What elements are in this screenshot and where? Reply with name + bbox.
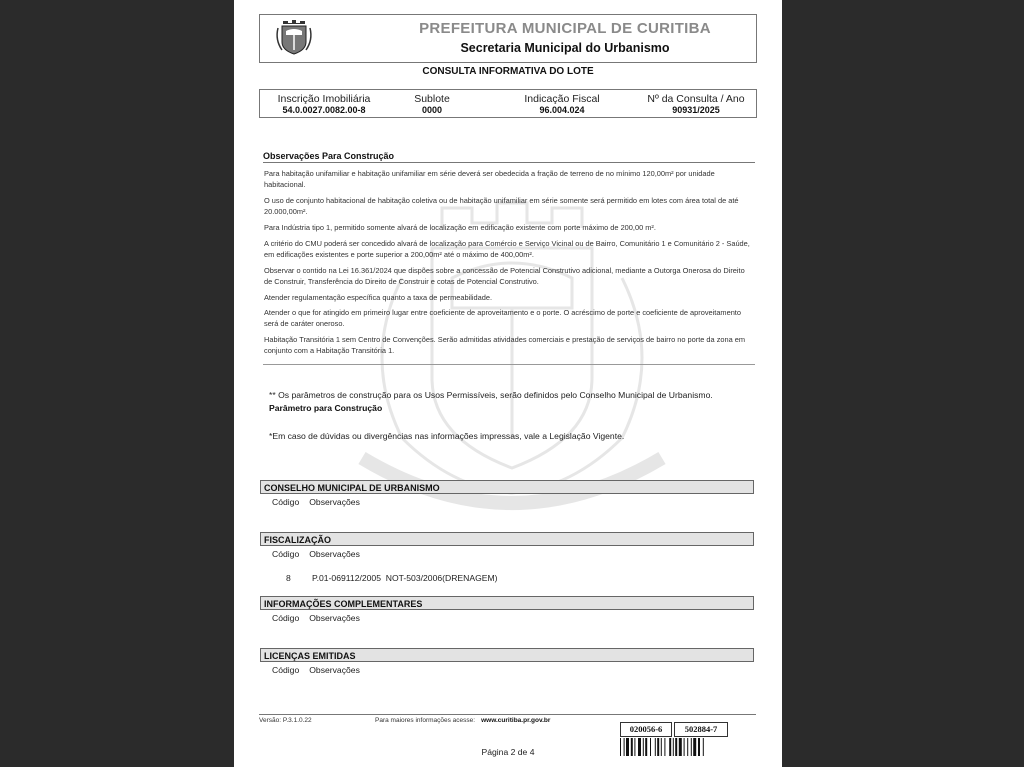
observation-item: Atender o que for atingido em primeiro lugar entre coeficiente de aproveitamento e o porte. O acréscimo de porte e coeficiente de aproveitamento será de caráter oneroso. xyxy=(264,308,741,328)
fiscal-indication-label: Indicação Fiscal xyxy=(524,93,600,105)
observations-column-header: Observações xyxy=(309,549,360,559)
sublot-label: Sublote xyxy=(414,93,450,105)
observations-column-header: Observações xyxy=(309,613,360,623)
more-info xyxy=(375,717,550,724)
fiscalizacao-section-header: FISCALIZAÇÃO xyxy=(260,532,754,546)
code-column-header: Código xyxy=(272,613,300,623)
observation-item: Para habitação unifamiliar e habitação unifamiliar em série deverá ser obedecida a fração de terreno de no mínimo 120,00m² por unidade habitacional. xyxy=(264,169,715,189)
sublot-field xyxy=(400,93,464,115)
org-subtitle: Secretaria Municipal do Urbanismo xyxy=(460,41,670,55)
org-title: PREFEITURA MUNICIPAL DE CURITIBA xyxy=(419,20,711,37)
cmu-columns xyxy=(272,497,370,507)
consultation-number-field xyxy=(640,93,752,115)
complementares-section-header: INFORMAÇÕES COMPLEMENTARES xyxy=(260,596,754,610)
registration-label: Inscrição Imobiliária xyxy=(277,93,371,105)
barcode xyxy=(620,738,728,756)
observations-column-header: Observações xyxy=(309,665,360,675)
header-box xyxy=(259,14,757,63)
version-label: Versão: P.3.1.0.22 xyxy=(259,717,312,724)
registration-value: 54.0.0027.0082.00-8 xyxy=(282,105,366,115)
sublot-value: 0000 xyxy=(421,105,443,115)
control-code-2: 502884-7 xyxy=(674,722,728,737)
observation-item: Habitação Transitória 1 sem Centro de Convenções. Serão admitidas atividades comerciais e prestação de serviços de bairro no porte da zona em conjunto com a Habitação Transitória 1. xyxy=(264,335,746,355)
observations-divider xyxy=(263,364,755,365)
legislation-note: *Em caso de dúvidas ou divergências nas informações impressas, vale a Legislação Vigente. xyxy=(269,431,625,441)
registration-field xyxy=(272,93,376,115)
observation-item: Para Indústria tipo 1, permitido somente alvará de localização em edificação existente com porte máximo de 200,00 m². xyxy=(264,223,656,232)
fiscalizacao-row-observation: P.01-069112/2005 NOT-503/2006(DRENAGEM) xyxy=(312,573,498,583)
licencas-columns xyxy=(272,665,370,675)
document-page xyxy=(234,0,782,767)
code-column-header: Código xyxy=(272,665,300,675)
licencas-section-header: LICENÇAS EMITIDAS xyxy=(260,648,754,662)
observation-item: A critério do CMU poderá ser concedido alvará de localização para Comércio e Serviço Vicinal ou de Bairro, Comunitário 1 e Comunitário 2 - Saúde, em edificações existentes e porte superior a 200,00m² até o máximo de 400,00m². xyxy=(264,239,750,259)
code-column-header: Código xyxy=(272,497,300,507)
complementares-columns xyxy=(272,613,370,623)
params-note: ** Os parâmetros de construção para os Usos Permissíveis, serão definidos pelo Conselho Municipal de Urbanismo. xyxy=(269,390,713,400)
control-code-1: 020056-6 xyxy=(620,722,672,737)
more-info-label: Para maiores informações acesse: xyxy=(375,717,476,724)
document-title: CONSULTA INFORMATIVA DO LOTE xyxy=(422,66,594,77)
fiscal-indication-value: 96.004.024 xyxy=(539,105,585,115)
fiscalizacao-columns xyxy=(272,549,370,559)
consultation-number-value: 90931/2025 xyxy=(672,105,720,115)
lot-identifiers xyxy=(259,89,757,118)
footer-divider xyxy=(259,714,756,715)
fiscal-indication-field xyxy=(516,93,608,115)
observations-column-header: Observações xyxy=(309,497,360,507)
city-crest-icon xyxy=(274,18,314,58)
params-title: Parâmetro para Construção xyxy=(269,403,383,413)
website-link[interactable]: www.curitiba.pr.gov.br xyxy=(481,717,551,724)
consultation-number-label: Nº da Consulta / Ano xyxy=(647,93,745,105)
fiscalizacao-row-code: 8 xyxy=(286,573,291,583)
code-column-header: Código xyxy=(272,549,300,559)
page-number: Página 2 de 4 xyxy=(481,747,535,757)
observation-item: O uso de conjunto habitacional de habitação coletiva ou de habitação unifamiliar em série somente será permitido em lotes com área total de até 20.000,00m². xyxy=(264,196,739,216)
observations-heading: Observações Para Construção xyxy=(263,151,755,163)
cmu-section-header: CONSELHO MUNICIPAL DE URBANISMO xyxy=(260,480,754,494)
observation-item: Atender regulamentação específica quanto a taxa de permeabilidade. xyxy=(264,293,493,302)
observation-item: Observar o contido na Lei 16.361/2024 que dispões sobre a concessão de Potencial Construtivo adicional, mediante a Outorga Onerosa do Direito de Construir, Transferência do Direito de Construir e cotas de Potencial Construtivo. xyxy=(264,266,745,286)
